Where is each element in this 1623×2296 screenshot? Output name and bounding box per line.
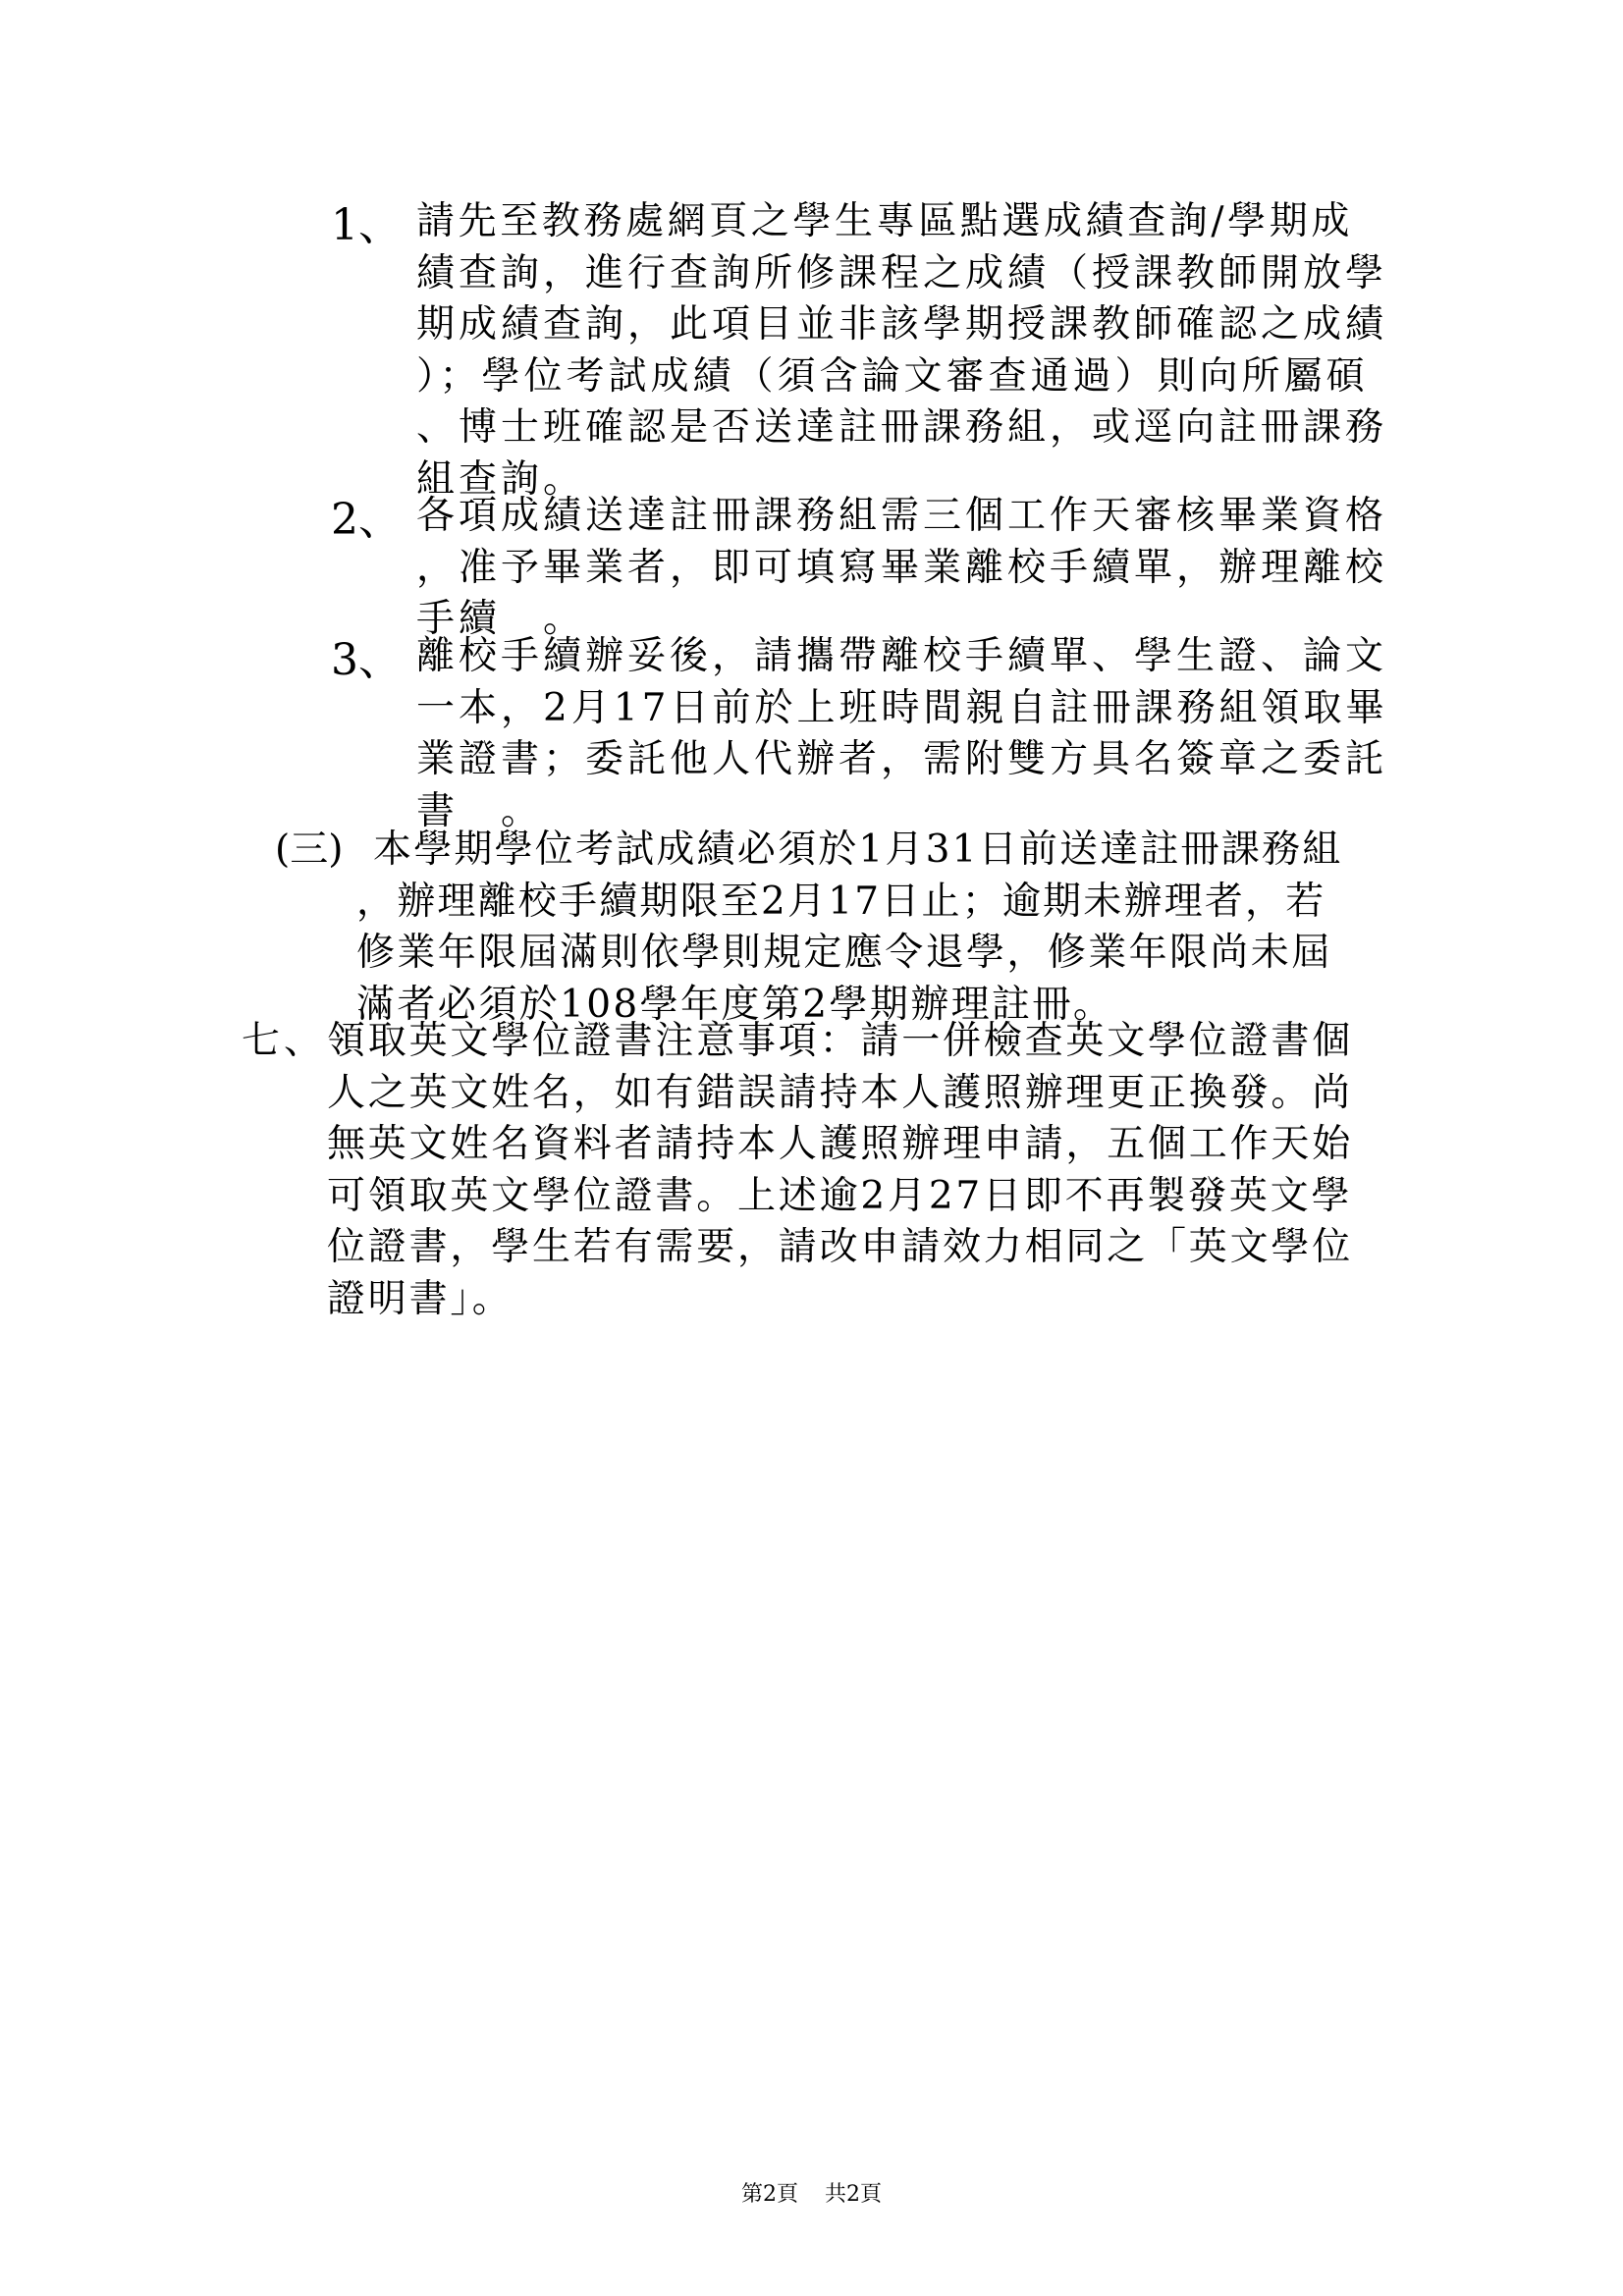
text-line: 人之英文姓名，如有錯誤請持本人護照辦理更正換發。尚 [327, 1070, 1354, 1115]
list-marker: 2、 [331, 495, 402, 545]
list-marker: 3、 [331, 635, 402, 685]
text-line: 一本，2月17日前於上班時間親自註冊課務組領取畢 [416, 685, 1388, 730]
text-line: 無英文姓名資料者請持本人護照辦理申請，五個工作天始 [327, 1122, 1354, 1166]
text-line: 組查詢。 [416, 456, 586, 502]
text-line: 證明書」。 [327, 1276, 514, 1321]
text-line: 績查詢，進行查詢所修課程之成績（授課教師開放學 [416, 250, 1388, 295]
text-line: 離校手續辦妥後，請攜帶離校手續單、學生證、論文 [416, 634, 1388, 678]
text-line: 書 。 [416, 788, 544, 833]
text-line: 手續 。 [416, 597, 586, 641]
list-marker: (三) [275, 828, 344, 872]
list-marker: 七、 [242, 1019, 327, 1063]
text-line: 領取英文學位證書注意事項：請一併檢查英文學位證書個 [327, 1019, 1354, 1063]
text-line: 位證書，學生若有需要，請改申請效力相同之「英文學位 [327, 1225, 1354, 1269]
text-line: 修業年限屆滿則依學則規定應令退學，修業年限尚未屆 [356, 931, 1332, 975]
text-line: 請先至教務處網頁之學生專區點選成績查詢/學期成 [416, 199, 1353, 243]
text-line: 各項成績送達註冊課務組需三個工作天審核畢業資格 [416, 494, 1388, 538]
page-number: 第2頁 [741, 2182, 798, 2207]
page-total: 共2頁 [825, 2182, 882, 2207]
page-footer [0, 2181, 1623, 2209]
text-line: 業證書；委託他人代辦者，需附雙方具名簽章之委託 [416, 737, 1388, 781]
text-line: 可領取英文學位證書。上述逾2月27日即不再製發英文學 [327, 1173, 1353, 1218]
text-line: 、博士班確認是否送達註冊課務組，或逕向註冊課務 [416, 405, 1388, 450]
text-line: ，辦理離校手續期限至2月17日止；逾期未辦理者，若 [356, 879, 1326, 924]
list-marker: 1、 [331, 200, 402, 250]
text-line: ）；學位考試成績（須含論文審查通過）則向所屬碩 [416, 353, 1369, 399]
text-line: 滿者必須於108學年度第2學期辦理註冊。 [356, 982, 1114, 1027]
text-line: 本學期學位考試成績必須於1月31日前送達註冊課務組 [373, 828, 1343, 872]
text-line: ，准予畢業者，即可填寫畢業離校手續單，辦理離校 [416, 545, 1388, 590]
text-line: 期成績查詢，此項目並非該學期授課教師確認之成績 [416, 302, 1388, 347]
